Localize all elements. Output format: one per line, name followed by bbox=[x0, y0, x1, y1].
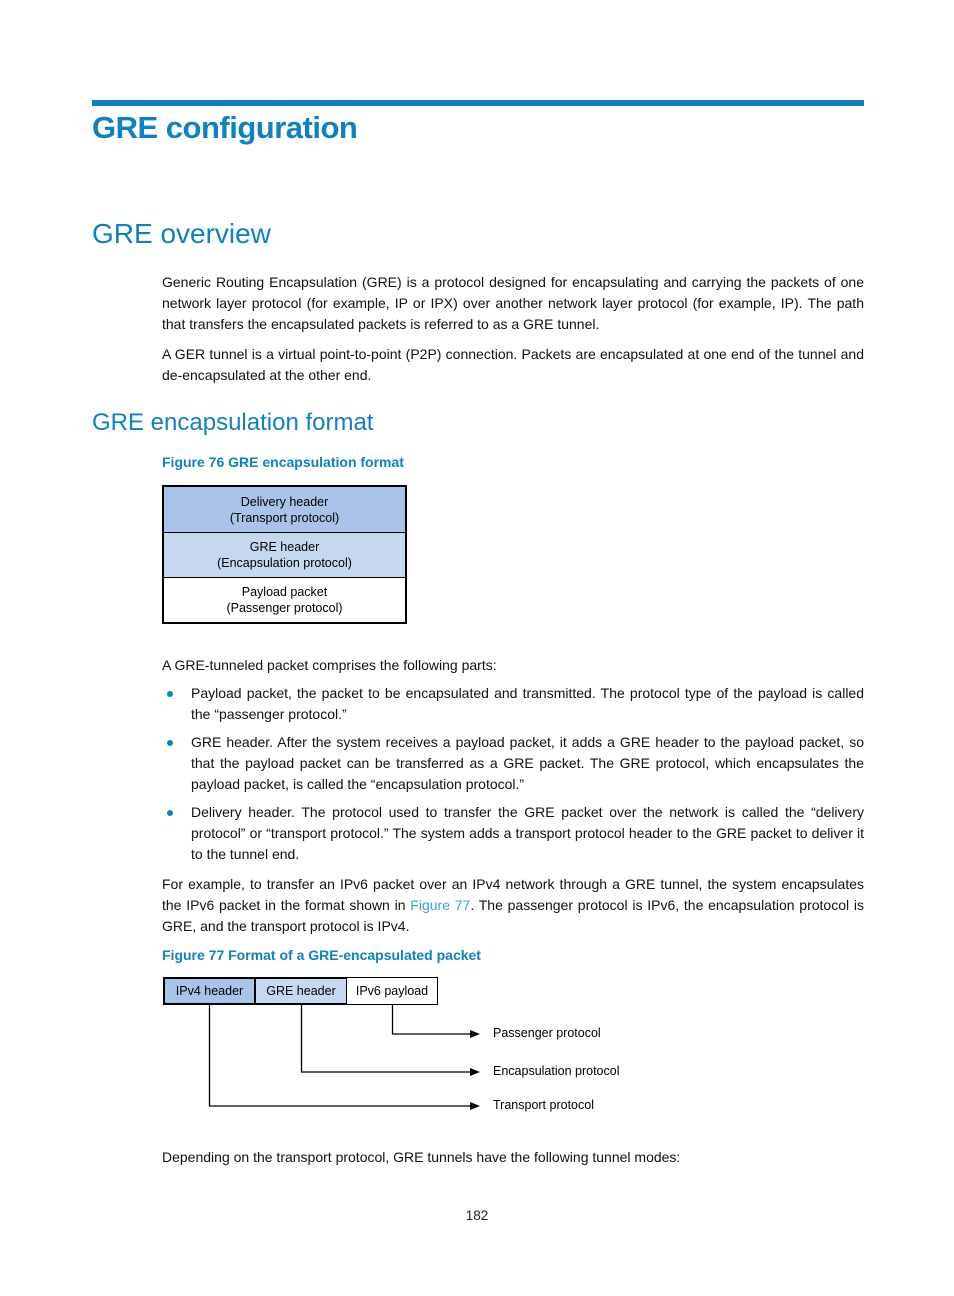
figure-76-diagram bbox=[162, 485, 407, 624]
figure77-caption: Figure 77 Format of a GRE-encapsulated packet bbox=[162, 947, 481, 963]
figure76-row-subtitle: (Transport protocol) bbox=[229, 510, 340, 525]
figure77-box-ipv6-payload: IPv6 payload bbox=[346, 977, 438, 1005]
chapter-title: GRE configuration bbox=[92, 110, 358, 145]
figure76-row-title: Delivery header bbox=[240, 494, 329, 509]
paragraph-closing: Depending on the transport protocol, GRE tunnels have the following tunnel modes: bbox=[162, 1149, 681, 1165]
title-rule bbox=[92, 100, 864, 106]
figure76-row-subtitle: (Passenger protocol) bbox=[226, 601, 343, 615]
figure76-row-title: GRE header bbox=[249, 540, 320, 554]
paragraph-parts-intro: A GRE-tunneled packet comprises the following parts: bbox=[162, 657, 497, 673]
figure76-row-delivery-header bbox=[164, 487, 405, 532]
subsection-heading-encapsulation-format: GRE encapsulation format bbox=[92, 409, 374, 436]
example-text-after: . The passenger protocol is IPv6, the encapsulation protocol is GRE, and the transport protocol is IPv4. bbox=[162, 897, 864, 934]
figure77-label-transport-protocol: Transport protocol bbox=[493, 1098, 594, 1112]
bullet-item-gre-header bbox=[162, 732, 864, 795]
figure76-row-gre-header bbox=[164, 532, 405, 577]
figure-77-link[interactable]: Figure 77 bbox=[410, 897, 471, 913]
figure76-row-payload-packet bbox=[164, 577, 405, 622]
bullet-text: Payload packet, the packet to be encapsulated and transmitted. The protocol type of the payload is called the “passenger protocol.” bbox=[191, 685, 864, 722]
figure-77-diagram bbox=[163, 977, 863, 1122]
paragraph-gre-intro: Generic Routing Encapsulation (GRE) is a protocol designed for encapsulating and carrying the packets of one network layer protocol (for example, IP or IPX) over another network layer protocol (for example, IP). The path that transfers the encapsulated packets is referred to as a GRE tunnel. bbox=[162, 274, 864, 332]
figure77-box-gre-header: GRE header bbox=[254, 977, 348, 1005]
bullet-icon bbox=[167, 691, 173, 697]
figure77-box-ipv4-header: IPv4 header bbox=[163, 977, 256, 1005]
figure77-label-passenger-protocol: Passenger protocol bbox=[493, 1026, 601, 1040]
figure77-label-encapsulation-protocol: Encapsulation protocol bbox=[493, 1064, 620, 1078]
bullet-item-payload-packet bbox=[162, 683, 864, 725]
page-number: 182 bbox=[465, 1208, 489, 1223]
bullet-icon bbox=[167, 810, 173, 816]
figure76-caption: Figure 76 GRE encapsulation format bbox=[162, 454, 404, 470]
paragraph-ger-tunnel: A GER tunnel is a virtual point-to-point (P2P) connection. Packets are encapsulated at one end of the tunnel and de-encapsulated at the other end. bbox=[162, 346, 864, 383]
bullet-text: GRE header. After the system receives a payload packet, it adds a GRE header to the payload packet, so that the payload packet can be transferred as a GRE packet. The GRE protocol, which encapsulates the payload packet, is called the “encapsulation protocol.” bbox=[191, 734, 864, 792]
bullet-text: Delivery header. The protocol used to transfer the GRE packet over the network is called the “delivery protocol” or “transport protocol.” The system adds a transport protocol header to the GRE packet to deliver it to the tunnel end. bbox=[191, 804, 864, 862]
bullet-item-delivery-header bbox=[162, 802, 864, 865]
example-text-before: For example, to transfer an IPv6 packet over an IPv4 network through a GRE tunnel, the system encapsulates the IPv6 packet in the format shown in bbox=[162, 876, 864, 913]
section-heading-gre-overview: GRE overview bbox=[92, 218, 271, 249]
paragraph-example bbox=[162, 874, 864, 937]
figure76-row-subtitle: (Encapsulation protocol) bbox=[217, 556, 352, 570]
figure76-row-title: Payload packet bbox=[241, 585, 328, 599]
bullet-icon bbox=[167, 740, 173, 746]
